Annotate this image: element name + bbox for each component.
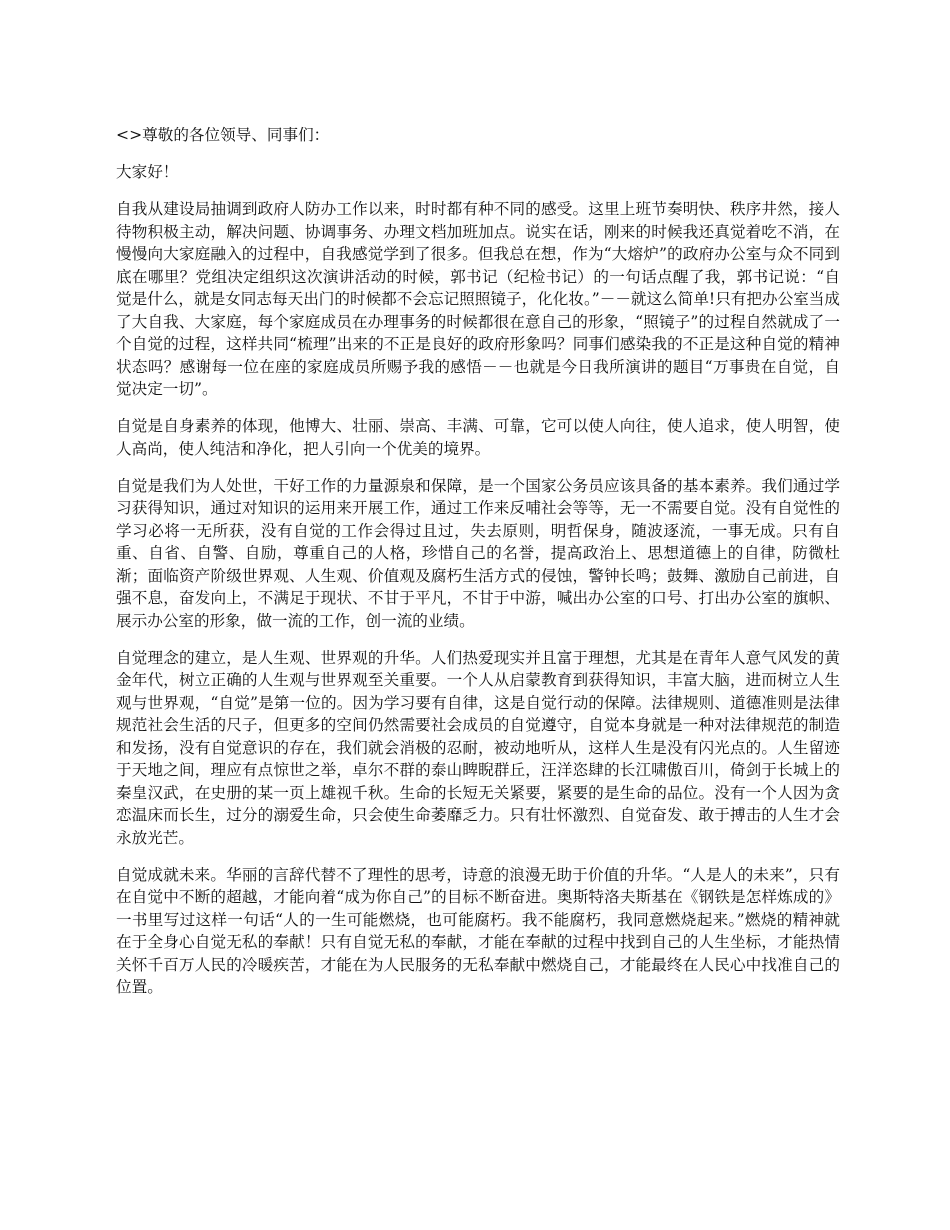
paragraph: 自觉是我们为人处世，干好工作的力量源泉和保障，是一个国家公务员应该具备的基本素养。我们通过学习获得知识，通过对知识的运用来开展工作，通过工作来反哺社会等等，无一不需要自觉。没有自觉性的学习必将一无所获，没有自觉的工作会得过且过，失去原则，明哲保身，随波逐流，一事无成。只有自重、自省、自警、自励，尊重自己的人格，珍惜自己的名誉，提高政治上、思想道德上的自律，防微杜渐；面临资产阶级世界观、人生观、价值观及腐朽生活方式的侵蚀，警钟长鸣；鼓舞、激励自己前进，自强不息，奋发向上，不满足于现状、不甘于平凡，不甘于中游，喊出办公室的口号、打出办公室的旗帜、展示办公室的形象，做一流的工作，创一流的业绩。 [116,476,840,630]
paragraph: 自觉成就未来。华丽的言辞代替不了理性的思考，诗意的浪漫无助于价值的升华。“人是人的未来”，只有在自觉中不断的超越，才能向着“成为你自己”的目标不断奋进。奥斯特洛夫斯基在《钢铁是怎样炼成的》一书里写过这样一句话“人的一生可能燃烧，也可能腐朽。我不能腐朽，我同意燃烧起来。”燃烧的精神就在于全身心自觉无私的奉献！只有自觉无私的奉献，才能在奉献的过程中找到自己的人生坐标，才能热情关怀千百万人民的冷暖疾苦，才能在为人民服务的无私奉献中燃烧自己，才能最终在人民心中找准自己的位置。 [116,865,840,996]
document-body [116,124,840,1013]
paragraph: 自觉是自身素养的体现，他博大、壮丽、崇高、丰满、可靠，它可以使人向往，使人追求，使人明智，使人高尚，使人纯洁和净化，把人引向一个优美的境界。 [116,417,840,458]
paragraph: 自觉理念的建立，是人生观、世界观的升华。人们热爱现实并且富于理想，尤其是在青年人意气风发的黄金年代，树立正确的人生观与世界观至关重要。一个人从启蒙教育到获得知识，丰富大脑，进而树立人生观与世界观，“自觉”是第一位的。因为学习要有自律，这是自觉行动的保障。法律规则、道德准则是法律规范社会生活的尺子，但更多的空间仍然需要社会成员的自觉遵守，自觉本身就是一种对法律规范的制造和发扬，没有自觉意识的存在，我们就会消极的忍耐，被动地听从，这样人生是没有闪光点的。人生留迹于天地之间，理应有点惊世之举，卓尔不群的泰山睥睨群丘，汪洋恣肆的长江啸傲百川，倚剑于长城上的秦皇汉武，在史册的某一页上雄视千秋。生命的长短无关紧要，紧要的是生命的品位。没有一个人因为贪恋温床而长生，过分的溺爱生命，只会使生命萎靡乏力。只有壮怀激烈、自觉奋发、敢于搏击的人生才会永放光芒。 [116,648,840,847]
paragraph: 自我从建设局抽调到政府人防办工作以来，时时都有种不同的感受。这里上班节奏明快、秩序井然，接人待物积极主动，解决问题、协调事务、办理文档加班加点。说实在话，刚来的时候我还真觉着吃不消，在慢慢向大家庭融入的过程中，自我感觉学到了很多。但我总在想，作为“大熔炉”的政府办公室与众不同到底在哪里？党组决定组织这次演讲活动的时候，郭书记（纪检书记）的一句话点醒了我，郭书记说：“自觉是什么，就是女同志每天出门的时候都不会忘记照照镜子，化化妆。”－－就这么简单!只有把办公室当成了大自我、大家庭，每个家庭成员在办理事务的时候都很在意自己的形象，“照镜子”的过程自然就成了一个自觉的过程，这样共同“梳理”出来的不正是良好的政府形象吗？同事们感染我的不正是这种自觉的精神状态吗？感谢每一位在座的家庭成员所赐予我的感悟－－也就是今日我所演讲的题目“万事贵在自觉，自觉决定一切”。 [116,200,840,398]
greeting: 大家好！ [116,163,179,181]
salutation: <>尊敬的各位领导、同事们： [116,126,330,144]
